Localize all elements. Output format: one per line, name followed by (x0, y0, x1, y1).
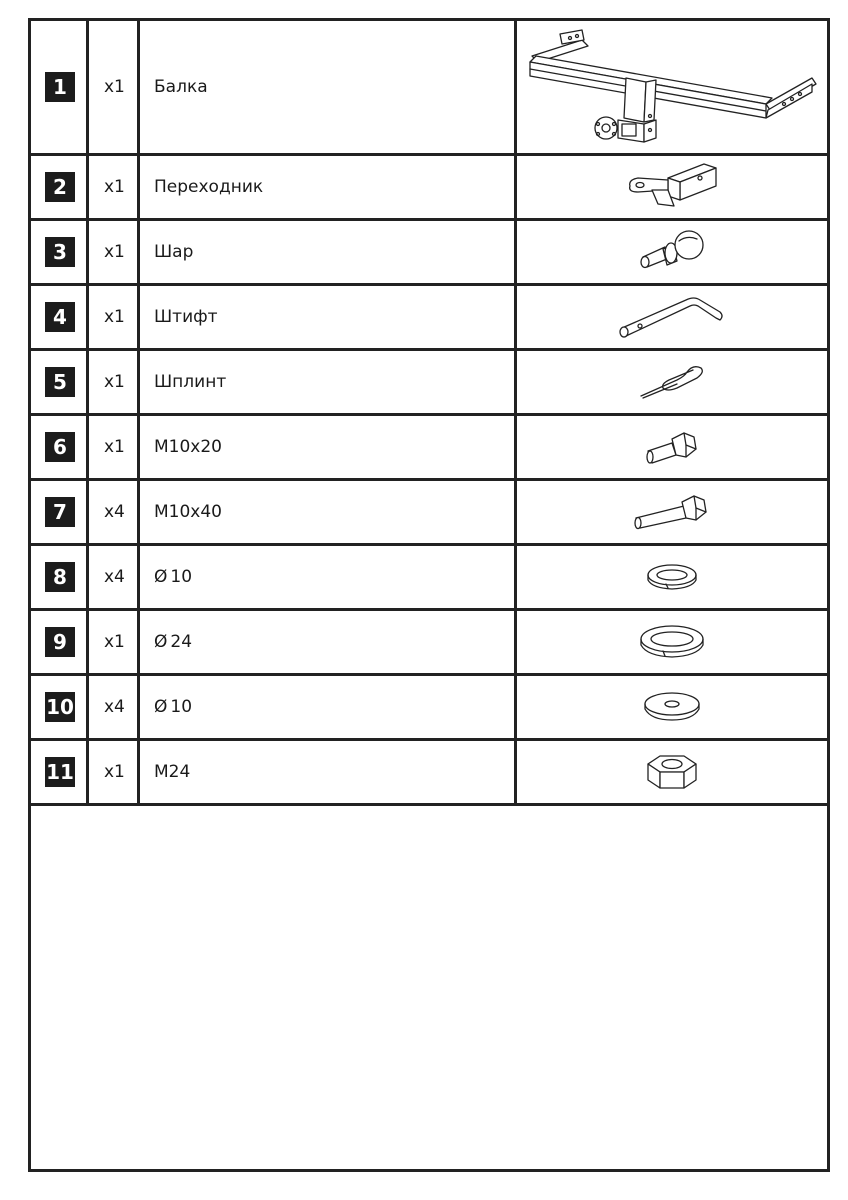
tow-bar-beam-icon (522, 26, 822, 148)
bolt-short-icon (644, 427, 700, 467)
tow-ball-icon (637, 227, 707, 277)
part-number: 10 (45, 692, 75, 722)
part-quantity: x1 (104, 177, 125, 197)
part-number: 9 (45, 627, 75, 657)
part-number: 8 (45, 562, 75, 592)
table-row (31, 676, 827, 741)
part-number: 3 (45, 237, 75, 267)
cotter-pin-icon (637, 362, 707, 402)
part-quantity: x1 (104, 372, 125, 392)
diameter-symbol: Ø (154, 567, 168, 587)
table-row (31, 546, 827, 611)
part-number: 4 (45, 302, 75, 332)
adapter-icon (624, 160, 720, 214)
table-row (31, 156, 827, 221)
part-number: 1 (45, 72, 75, 102)
part-number: 7 (45, 497, 75, 527)
part-number: 2 (45, 172, 75, 202)
part-name: Балка (154, 77, 208, 97)
part-name: M10x40 (154, 502, 222, 522)
table-row (31, 351, 827, 416)
part-quantity: x4 (104, 502, 125, 522)
part-quantity: x1 (104, 242, 125, 262)
part-quantity: x1 (104, 77, 125, 97)
table-row (31, 286, 827, 351)
part-quantity: x4 (104, 567, 125, 587)
table-row (31, 741, 827, 806)
part-name: 10 (170, 697, 193, 717)
spring-washer-large-icon (637, 622, 707, 662)
table-row (31, 481, 827, 546)
diameter-symbol: Ø (154, 632, 168, 652)
part-quantity: x1 (104, 762, 125, 782)
part-name: M24 (154, 762, 191, 782)
pin-icon (616, 292, 728, 342)
part-quantity: x4 (104, 697, 125, 717)
flat-washer-icon (641, 689, 703, 725)
spring-washer-small-icon (644, 561, 700, 593)
parts-list-frame (28, 18, 830, 1172)
part-name: 10 (170, 567, 193, 587)
part-name: Шар (154, 242, 194, 262)
hex-nut-icon (644, 750, 700, 794)
part-name: Шплинт (154, 372, 227, 392)
table-row (31, 221, 827, 286)
bolt-long-icon (632, 492, 712, 532)
part-quantity: x1 (104, 632, 125, 652)
part-name: Штифт (154, 307, 218, 327)
part-quantity: x1 (104, 437, 125, 457)
table-row (31, 21, 827, 156)
table-row (31, 416, 827, 481)
diameter-symbol: Ø (154, 697, 168, 717)
part-name: Переходник (154, 177, 264, 197)
part-number: 5 (45, 367, 75, 397)
table-row (31, 611, 827, 676)
part-name: 24 (170, 632, 193, 652)
part-quantity: x1 (104, 307, 125, 327)
part-number: 6 (45, 432, 75, 462)
part-name: M10x20 (154, 437, 222, 457)
part-number: 11 (45, 757, 75, 787)
